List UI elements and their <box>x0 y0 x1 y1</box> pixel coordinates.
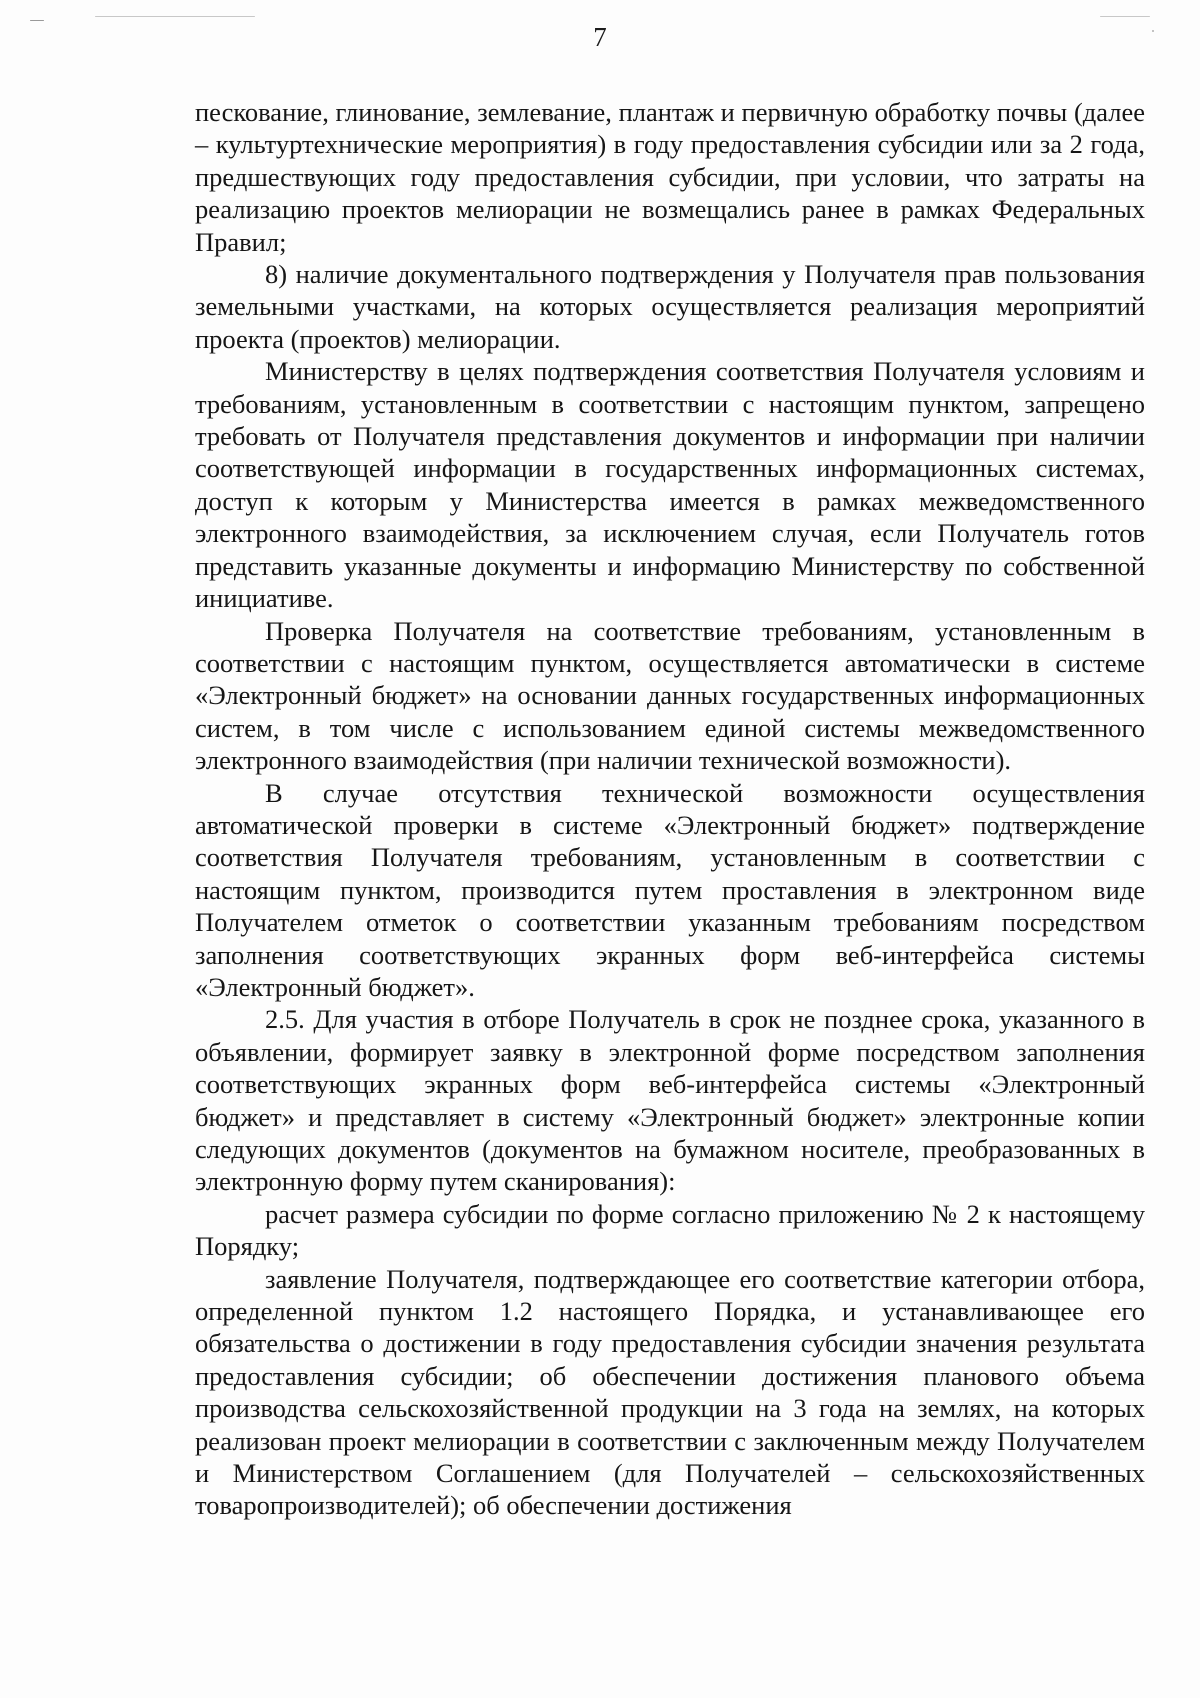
paragraph-automatic-check: Проверка Получателя на соответствие требованиям, установленным в соответствии с настоящим пунктом, осуществляется автоматически в системе «Электронный бюджет» на основании данных государственных информационных систем, в том числе с использованием единой системы межведомственного электронного взаимодействия (при наличии технической возможности). <box>195 615 1145 776</box>
scan-artifact <box>95 16 255 17</box>
scan-artifact <box>30 20 44 21</box>
paragraph-continuation: пескование, глинование, землевание, плантаж и первичную обработку почвы (далее – культуртехнические мероприятия) в году предоставления субсидии или за 2 года, предшествующих году предоставления субсидии, при условии, что затраты на реализацию проектов мелиорации не возмещались ранее в рамках Федеральных Правил; <box>195 97 1145 257</box>
paragraph-ministry-restriction: Министерству в целях подтверждения соответствия Получателя условиям и требованиям, установленным в соответствии с настоящим пунктом, запрещено требовать от Получателя представления документов и информации при наличии соответствующей информации в государственных информационных системах, доступ к которым у Министерства имеется в рамках межведомственного электронного взаимодействия, за исключением случая, если Получатель готов представить указанные документы и информацию Министерству по собственной инициативе. <box>195 356 1145 614</box>
paragraph-manual-confirmation: В случае отсутствия технической возможности осуществления автоматической проверки в системе «Электронный бюджет» подтверждение соответствия Получателя требованиям, установленным в соответствии с настоящим пунктом, производится путем проставления в электронном виде Получателем отметок о соответствии указанным требованиям посредством заполнения соответствующих экранных форм веб-интерфейса системы «Электронный бюджет». <box>195 777 1145 1002</box>
document-body <box>195 96 1145 1522</box>
paragraph-subsidy-calculation: расчет размера субсидии по форме согласно приложению № 2 к настоящему Порядку; <box>195 1198 1145 1262</box>
paragraph-item-8: 8) наличие документального подтверждения у Получателя прав пользования земельными участками, на которых осуществляется реализация мероприятий проекта (проектов) мелиорации. <box>195 259 1145 354</box>
paragraph-recipient-statement: заявление Получателя, подтверждающее его соответствие категории отбора, определенной пунктом 1.2 настоящего Порядка, и устанавливающее его обязательства о достижении в году предоставления субсидии значения результата предоставления субсидии; об обеспечении достижения планового объема производства сельскохозяйственной продукции на 3 года на землях, на которых реализован проект мелиорации в соответствии с заключенным между Получателем и Министерством Соглашением (для Получателей – сельскохозяйственных товаропроизводителей); об обеспечении достижения <box>195 1263 1145 1521</box>
paragraph-section-2-5: 2.5. Для участия в отборе Получатель в срок не позднее срока, указанного в объявлении, формирует заявку в электронной форме посредством заполнения соответствующих экранных форм веб-интерфейса системы «Электронный бюджет» и представляет в систему «Электронный бюджет» электронные копии следующих документов (документов на бумажном носителе, преобразованных в электронную форму путем сканирования): <box>195 1004 1145 1197</box>
page-number: 7 <box>593 22 607 52</box>
scan-artifact <box>1100 16 1150 17</box>
